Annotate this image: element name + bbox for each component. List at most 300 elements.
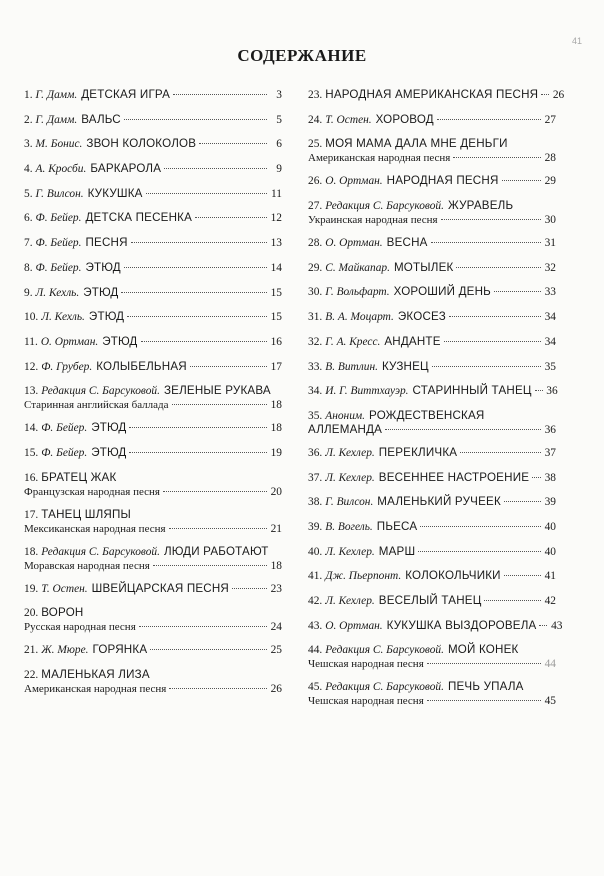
- entry-subtitle: Чешская народная песня: [308, 695, 424, 708]
- toc-entry-line: [24, 137, 282, 151]
- entry-page: 30: [544, 214, 556, 227]
- toc-entry[interactable]: [24, 668, 282, 696]
- entry-author: О. Ортман.: [325, 237, 383, 250]
- entry-author: Редакция С. Барсуковой.: [41, 545, 160, 558]
- entry-number: 1.: [24, 89, 33, 101]
- entry-number: 40.: [308, 545, 323, 558]
- entry-author: А. Кросби.: [35, 163, 87, 176]
- toc-entry[interactable]: [308, 643, 556, 671]
- entry-page: 29: [544, 175, 556, 188]
- dot-leader: [437, 119, 541, 120]
- toc-entry[interactable]: [308, 446, 556, 460]
- entry-page: 40: [544, 545, 556, 558]
- entry-page: 12: [270, 212, 282, 225]
- toc-entry-line: [308, 569, 556, 583]
- entry-number: 20.: [24, 607, 39, 620]
- entry-subtitle: Французская народная песня: [24, 485, 160, 498]
- entry-number: 39.: [308, 520, 323, 533]
- entry-number: 8.: [24, 261, 33, 274]
- dot-leader: [532, 477, 541, 478]
- toc-entry[interactable]: [308, 88, 565, 102]
- entry-number: 26.: [308, 175, 323, 188]
- entry-author: Аноним.: [325, 409, 366, 422]
- dot-leader: [504, 501, 541, 502]
- entry-author: Л. Кехль.: [41, 311, 85, 324]
- toc-entry[interactable]: [24, 360, 282, 374]
- toc-entry-line: [24, 682, 282, 696]
- dot-leader: [494, 291, 541, 292]
- entry-title: БАРКАРОЛА: [90, 162, 162, 176]
- entry-page: 35: [544, 360, 556, 373]
- toc-entry-line: [308, 680, 556, 694]
- entry-title: КОЛОКОЛЬЧИКИ: [405, 569, 501, 583]
- entry-page: 11: [271, 187, 282, 200]
- entry-title: МАЛЕНЬКИЙ РУЧЕЕК: [377, 495, 501, 509]
- entry-title: СТАРИННЫЙ ТАНЕЦ: [412, 384, 532, 398]
- entry-title: АНДАНТЕ: [384, 334, 441, 348]
- toc-entry-line: [308, 236, 556, 250]
- toc-entry-line: [24, 522, 282, 536]
- entry-number: 32.: [308, 335, 323, 348]
- toc-entry-line: [308, 213, 556, 227]
- dot-leader: [190, 366, 267, 367]
- toc-entry-line: [308, 409, 556, 423]
- toc-entry-line: [24, 582, 282, 596]
- entry-page: 43: [551, 619, 563, 632]
- entry-page: 26: [270, 683, 282, 695]
- toc-entry[interactable]: [24, 446, 282, 460]
- entry-author: Г. Вольфарт.: [325, 286, 390, 299]
- entry-number: 38.: [308, 496, 323, 509]
- dot-leader: [129, 427, 267, 428]
- entry-title: ВЕСЕННЕЕ НАСТРОЕНИЕ: [378, 470, 530, 484]
- entry-author: Ф. Бейер.: [41, 446, 88, 459]
- toc-entry[interactable]: [24, 545, 282, 573]
- entry-subtitle: Мексиканская народная песня: [24, 522, 166, 535]
- entry-number: 34.: [308, 385, 323, 398]
- dot-leader: [139, 626, 267, 627]
- dot-leader: [432, 366, 541, 367]
- entry-number: 12.: [24, 360, 39, 373]
- toc-entry-line: [308, 174, 556, 188]
- toc-entry-line: [308, 520, 556, 534]
- dot-leader: [456, 267, 541, 268]
- toc-entry[interactable]: [308, 199, 556, 227]
- toc-entry-line: [308, 285, 556, 299]
- entry-page: 25: [270, 644, 282, 657]
- entry-number: 14.: [24, 422, 39, 435]
- entry-author: Ф. Бейер.: [35, 237, 82, 250]
- entry-page: 3: [276, 89, 282, 101]
- entry-page: 27: [544, 113, 556, 126]
- toc-entry-line: [24, 485, 282, 499]
- entry-page: 38: [544, 471, 556, 484]
- toc-entry-line: [24, 421, 282, 435]
- entry-author: Дж. Пьерпонт.: [325, 570, 402, 583]
- dot-leader: [127, 316, 267, 317]
- toc-entry[interactable]: [24, 310, 282, 324]
- entry-author: Редакция С. Барсуковой.: [41, 385, 160, 398]
- dot-leader: [441, 219, 541, 220]
- toc-entry[interactable]: [308, 360, 556, 374]
- toc-entry-line: [24, 310, 282, 324]
- entry-title: ДЕТСКАЯ ИГРА: [81, 88, 171, 101]
- dot-leader: [124, 119, 267, 120]
- entry-title: ЛЮДИ РАБОТАЮТ: [163, 544, 269, 558]
- entry-number: 3.: [24, 138, 33, 151]
- entry-page: 18: [270, 422, 282, 435]
- entry-subtitle: Чешская народная песня: [308, 658, 424, 671]
- toc-entry[interactable]: [308, 471, 556, 485]
- toc-entry-line: [308, 594, 556, 608]
- toc-entry[interactable]: [24, 137, 282, 151]
- entry-page: 18: [270, 399, 282, 412]
- dot-leader: [124, 267, 267, 268]
- entry-title: ЭТЮД: [91, 445, 127, 459]
- page-title: СОДЕРЖАНИЕ: [237, 46, 367, 65]
- dot-leader: [449, 316, 541, 317]
- toc-entry-line: [308, 446, 556, 460]
- toc-entry-line: [24, 606, 282, 620]
- dot-leader: [199, 143, 267, 144]
- entry-author: Ф. Бейер.: [41, 422, 88, 435]
- entry-title: ВЕСЕЛЫЙ ТАНЕЦ: [378, 594, 482, 607]
- toc-entry[interactable]: [24, 421, 282, 435]
- entry-subtitle: Моравская народная песня: [24, 559, 150, 572]
- toc-entry-line: [24, 559, 282, 573]
- entry-author: Л. Кехлер.: [325, 446, 375, 459]
- entry-title: НАРОДНАЯ ПЕСНЯ: [386, 174, 499, 188]
- toc-entry-line: [24, 187, 282, 201]
- toc-entry-line: [24, 384, 282, 398]
- entry-page: 20: [270, 485, 282, 498]
- entry-title: ЭТЮД: [91, 421, 127, 435]
- entry-number: 4.: [24, 163, 33, 176]
- entry-page: 40: [544, 520, 556, 533]
- toc-entry[interactable]: [308, 594, 556, 608]
- entry-number: 24.: [308, 113, 323, 126]
- entry-page: 42: [544, 595, 556, 607]
- entry-subtitle: Американская народная песня: [308, 152, 451, 165]
- entry-author: С. Майкапар.: [325, 261, 390, 274]
- entry-author: И. Г. Виттхауэр.: [325, 385, 409, 398]
- entry-author: Г. А. Кресс.: [325, 335, 381, 348]
- entry-page: 44: [544, 658, 556, 671]
- toc-entry-line: [308, 151, 556, 165]
- entry-title: МАЛЕНЬКАЯ ЛИЗА: [41, 668, 150, 681]
- toc-entry-line: [308, 471, 556, 485]
- entry-page: 34: [544, 335, 556, 348]
- toc-entry[interactable]: [24, 88, 282, 102]
- toc-entry-line: [308, 618, 563, 633]
- corner-page-mark: 41: [572, 36, 583, 46]
- toc-entry[interactable]: [308, 310, 556, 324]
- entry-page: 45: [544, 695, 556, 708]
- entry-author: Л. Кехль.: [35, 286, 80, 299]
- dot-leader: [418, 551, 541, 552]
- toc-entry-line: [308, 545, 556, 559]
- toc-entry-line: [24, 335, 282, 349]
- entry-number: 27.: [308, 200, 323, 213]
- entry-number: 2.: [24, 113, 33, 126]
- dot-leader: [385, 429, 541, 430]
- toc-entry[interactable]: [24, 236, 282, 250]
- toc-entry-line: [308, 310, 556, 324]
- entry-title: ГОРЯНКА: [92, 643, 148, 657]
- entry-author: Ж. Мюре.: [41, 644, 89, 657]
- toc-entry-line: [24, 162, 282, 176]
- dot-leader: [541, 94, 549, 95]
- entry-title: НАРОДНАЯ АМЕРИКАНСКАЯ ПЕСНЯ: [325, 88, 539, 101]
- entry-author: Т. Остен.: [325, 113, 372, 126]
- dot-leader: [502, 180, 541, 181]
- entry-page: 18: [270, 559, 282, 572]
- toc-entry[interactable]: [308, 174, 556, 188]
- entry-number: 17.: [24, 508, 39, 521]
- toc-entry[interactable]: [24, 508, 282, 536]
- toc-entry-line: [24, 545, 282, 559]
- dot-leader: [420, 526, 541, 527]
- entry-subtitle: Украинская народная песня: [308, 214, 438, 227]
- toc-entry-line: [308, 137, 556, 151]
- entry-page: 17: [270, 360, 282, 373]
- entry-title: БРАТЕЦ ЖАК: [41, 470, 117, 484]
- toc-entry[interactable]: [24, 335, 282, 349]
- dot-leader: [431, 242, 541, 243]
- dot-leader: [146, 193, 267, 194]
- entry-page: 41: [544, 570, 556, 583]
- toc-entry[interactable]: [308, 545, 556, 559]
- toc-entry[interactable]: [308, 137, 556, 165]
- entry-author: В. Витлин.: [325, 360, 378, 373]
- toc-entry[interactable]: [24, 113, 282, 127]
- entry-page: 36: [546, 385, 558, 398]
- dot-leader: [141, 341, 268, 342]
- toc-entry[interactable]: [308, 520, 556, 534]
- entry-page: 33: [544, 286, 556, 299]
- entry-number: 31.: [308, 311, 323, 324]
- entry-number: 28.: [308, 237, 323, 250]
- dot-leader: [163, 491, 267, 492]
- toc-entry-line: [308, 384, 556, 398]
- dot-leader: [539, 625, 547, 626]
- entry-page: 14: [270, 261, 282, 274]
- entry-number: 36.: [308, 446, 323, 459]
- entry-title: ЗВОН КОЛОКОЛОВ: [86, 137, 197, 151]
- toc-entry-line: [308, 113, 556, 127]
- toc-entry-line: [24, 286, 282, 300]
- entry-title: ПЕРЕКЛИЧКА: [378, 445, 458, 459]
- toc-entry[interactable]: [24, 384, 282, 412]
- entry-author: Г. Вилсон.: [35, 187, 84, 200]
- entry-author: О. Ортман.: [325, 619, 383, 632]
- entry-number: 33.: [308, 360, 323, 373]
- dot-leader: [232, 588, 267, 589]
- entry-number: 10.: [24, 311, 39, 324]
- entry-number: 25.: [308, 138, 323, 151]
- dot-leader: [169, 688, 267, 689]
- dot-leader: [195, 217, 267, 218]
- entry-number: 21.: [24, 644, 39, 657]
- toc-entry[interactable]: [308, 680, 556, 708]
- entry-page: 32: [544, 261, 556, 274]
- dot-leader: [484, 600, 541, 601]
- dot-leader: [535, 390, 543, 391]
- entry-page: 15: [270, 286, 282, 299]
- toc-entry[interactable]: [308, 409, 556, 437]
- toc-entry-line: [24, 88, 282, 102]
- toc-entry-line: [24, 508, 282, 522]
- dot-leader: [427, 663, 541, 664]
- entry-title-cont: АЛЛЕМАНДА: [308, 422, 383, 436]
- toc-entry-line: [24, 211, 282, 225]
- entry-author: В. А. Моцарт.: [325, 311, 394, 324]
- toc-entry-line: [308, 360, 556, 374]
- entry-author: О. Ортман.: [325, 175, 383, 188]
- toc-entry[interactable]: [24, 261, 282, 275]
- dot-leader: [150, 649, 267, 650]
- entry-number: 37.: [308, 471, 323, 484]
- toc-entry[interactable]: [24, 471, 282, 499]
- entry-number: 23.: [308, 89, 323, 101]
- entry-page: 36: [544, 423, 556, 436]
- entry-title: ЗЕЛЕНЫЕ РУКАВА: [163, 384, 271, 398]
- toc-column-right: [308, 88, 565, 717]
- entry-author: М. Бонис.: [35, 138, 83, 151]
- entry-title: ПЕСНЯ: [85, 236, 128, 250]
- entry-title: ХОРОВОД: [375, 112, 434, 126]
- entry-title: ПЕЧЬ УПАЛА: [447, 680, 524, 694]
- toc-entry[interactable]: [308, 618, 563, 633]
- entry-number: 29.: [308, 261, 323, 274]
- entry-subtitle: Старинная английская баллада: [24, 399, 169, 412]
- toc-entry-line: [24, 360, 282, 374]
- entry-title: ДЕТСКА ПЕСЕНКА: [85, 211, 193, 225]
- entry-number: 13.: [24, 385, 39, 398]
- entry-page: 21: [270, 522, 282, 535]
- entry-number: 9.: [24, 286, 33, 299]
- entry-title: ХОРОШИЙ ДЕНЬ: [393, 285, 491, 299]
- entry-title: МОЯ МАМА ДАЛА МНЕ ДЕНЬГИ: [325, 137, 508, 151]
- dot-leader: [504, 575, 541, 576]
- entry-page: 31: [544, 237, 556, 250]
- toc-entry[interactable]: [308, 495, 556, 509]
- toc-entry-line: [308, 657, 556, 671]
- entry-page: 16: [270, 335, 282, 348]
- entry-number: 30.: [308, 286, 323, 299]
- toc-entry[interactable]: [308, 335, 556, 349]
- entry-title: МОТЫЛЕК: [393, 260, 454, 274]
- toc-entry-line: [24, 620, 282, 634]
- toc-column-left: [24, 88, 282, 705]
- entry-page: 24: [270, 621, 282, 634]
- entry-title: РОЖДЕСТВЕНСКАЯ: [369, 408, 485, 422]
- dot-leader: [173, 94, 267, 95]
- toc-entry[interactable]: [24, 606, 282, 634]
- entry-title: ЖУРАВЕЛЬ: [447, 199, 514, 213]
- toc-entry[interactable]: [308, 113, 556, 127]
- entry-title: КУКУШКА: [87, 186, 143, 200]
- entry-number: 16.: [24, 471, 39, 484]
- entry-author: Редакция С. Барсуковой.: [325, 681, 444, 694]
- toc-entry-line: [24, 113, 282, 127]
- entry-title: КОЛЫБЕЛЬНАЯ: [96, 359, 187, 373]
- toc-entry-line: [24, 236, 282, 250]
- dot-leader: [172, 404, 267, 405]
- entry-title: ЭТЮД: [102, 334, 138, 348]
- dot-leader: [427, 700, 541, 701]
- entry-number: 19.: [24, 582, 39, 595]
- entry-page: 15: [270, 311, 282, 324]
- entry-author: Т. Остен.: [41, 582, 88, 595]
- entry-number: 6.: [24, 212, 33, 225]
- entry-title: МОЙ КОНЕК: [447, 643, 519, 657]
- entry-page: 9: [276, 163, 282, 176]
- toc-entry-line: [24, 398, 282, 412]
- toc-entry-line: [308, 694, 556, 708]
- entry-author: Редакция С. Барсуковой.: [325, 200, 444, 213]
- entry-author: Л. Кехлер.: [325, 545, 375, 558]
- toc-entry[interactable]: [308, 236, 556, 250]
- entry-number: 11.: [24, 335, 38, 348]
- toc-entry[interactable]: [308, 261, 556, 275]
- dot-leader: [129, 452, 267, 453]
- entry-title: ШВЕЙЦАРСКАЯ ПЕСНЯ: [91, 581, 229, 595]
- entry-author: Г. Дамм.: [35, 113, 78, 126]
- dot-leader: [121, 292, 267, 293]
- entry-page: 39: [544, 496, 556, 509]
- toc-entry[interactable]: [24, 582, 282, 596]
- entry-number: 45.: [308, 681, 323, 694]
- entry-title: КУЗНЕЦ: [381, 359, 429, 373]
- entry-page: 37: [544, 446, 556, 459]
- entry-page: 13: [270, 237, 282, 250]
- toc-entry[interactable]: [24, 211, 282, 225]
- toc-entry[interactable]: [308, 569, 556, 583]
- dot-leader: [453, 157, 541, 158]
- toc-entry[interactable]: [24, 162, 282, 176]
- entry-title: МАРШ: [378, 544, 416, 558]
- entry-number: 15.: [24, 446, 39, 459]
- dot-leader: [169, 528, 267, 529]
- toc-entry-line: [308, 495, 556, 509]
- entry-subtitle: Русская народная песня: [24, 621, 136, 634]
- toc-entry-line: [308, 643, 556, 657]
- toc-entry-line: [24, 446, 282, 460]
- entry-title: ЭКОСЕЗ: [397, 310, 446, 324]
- toc-entry[interactable]: [24, 286, 282, 300]
- entry-page: 5: [276, 113, 282, 126]
- dot-leader: [460, 452, 541, 453]
- toc-entry-line: [24, 643, 282, 657]
- entry-author: Г. Дамм.: [35, 89, 78, 101]
- entry-page: 23: [270, 582, 282, 595]
- entry-number: 44.: [308, 644, 323, 657]
- toc-entry-line: [24, 668, 282, 682]
- toc-entry[interactable]: [308, 384, 556, 398]
- entry-page: 19: [270, 446, 282, 459]
- dot-leader: [131, 242, 267, 243]
- entry-author: Ф. Грубер.: [41, 360, 93, 373]
- entry-page: 6: [276, 138, 282, 151]
- toc-entry[interactable]: [308, 285, 556, 299]
- toc-entry[interactable]: [24, 643, 282, 657]
- entry-author: Л. Кехлер.: [325, 595, 375, 607]
- entry-title: ПЬЕСА: [376, 519, 418, 533]
- toc-entry[interactable]: [24, 187, 282, 201]
- toc-entry-line: [308, 199, 556, 213]
- entry-page: 34: [544, 311, 556, 324]
